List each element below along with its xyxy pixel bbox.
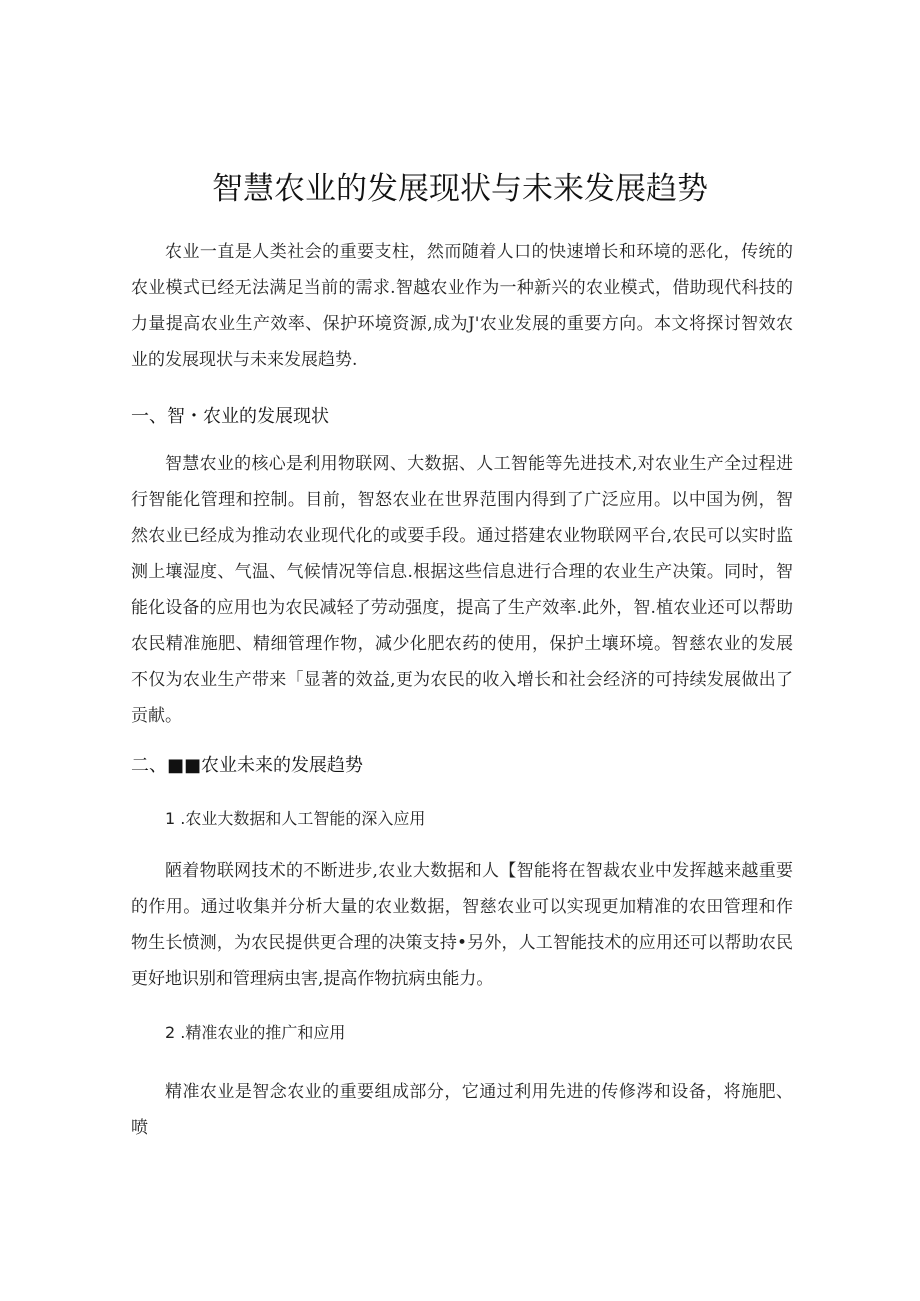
intro-paragraph: 农业一直是人类社会的重要支柱，然而随着人口的快速增长和环境的恶化，传统的农业模式已经无法满足当前的需求.智越农业作为一种新兴的农业模式，借助现代科技的力量提高农业生产效率、保护环境资源,成为J'农业发展的重要方向。本文将探讨智效农业的发展现状与未来发展趋势. bbox=[131, 242, 793, 370]
document-title: 智慧农业的发展现状与未来发展趋势 bbox=[212, 171, 708, 207]
section2-item2-paragraph: 精准农业是智念农业的重要组成部分，它通过利用先进的传修涔和设备，将施肥、喷 bbox=[131, 1082, 793, 1138]
section1-paragraph: 智慧农业的核心是利用物联网、大数据、人工智能等先进技术,对农业生产全过程进行智能化管理和控制。目前，智怒农业在世界范围内得到了广泛应用。以中国为例，智然农业已经成为推动农业现代化的或要手段。通过搭建农业物联网平台,农民可以实时监测上壤湿度、气温、气候情况等信息.根据这些信息进行合理的农业生产决策。同时，智能化设备的应用也为农民减轻了劳动强度，提高了生产效率.此外，智.植农业还可以帮助农民精准施肥、精细管理作物，减少化肥农药的使用，保护土壤环境。智慈农业的发展不仅为农业生产带来「显著的效益,更为农民的收入增长和社会经济的可持续发展做出了贡献。 bbox=[131, 454, 793, 726]
section2-item1-heading: 1 .农业大数据和人工智能的深入应用 bbox=[165, 809, 426, 828]
section2-heading: 二、■■农业未来的发展趋势 bbox=[131, 755, 364, 776]
section1-heading: 一、智・农业的发展现状 bbox=[131, 406, 329, 427]
section2-item1-paragraph: 陋着物联网技术的不断进步,农业大数据和人【智能将在智裁农业中发挥越来越重要的作用。通过收集并分析大量的农业数据，智慈农业可以实现更加精准的农田管理和作物生长愤测，为农民提供更合理的决策支持•另外，人工智能技术的应用还可以帮助农民更好地识别和管理病虫害,提高作物抗病虫能力。 bbox=[131, 861, 793, 989]
section2-item2-heading: 2 .精准农业的推广和应用 bbox=[165, 1023, 346, 1042]
